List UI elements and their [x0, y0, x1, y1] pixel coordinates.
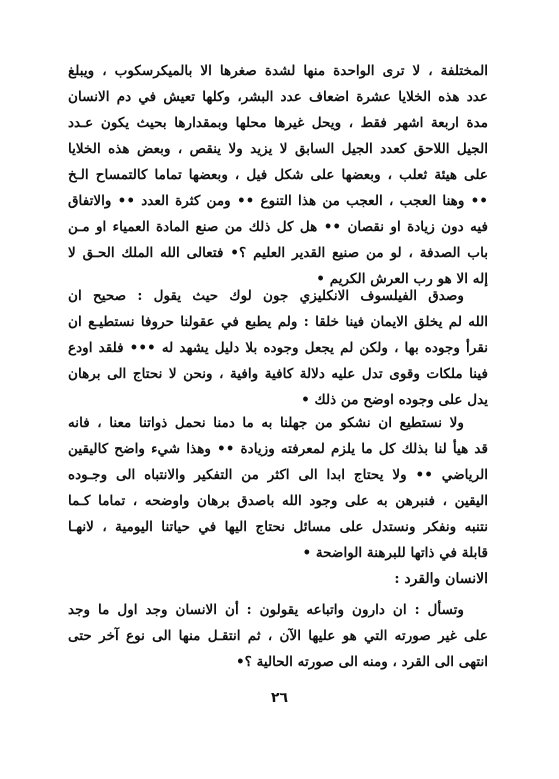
text-line: وصدق الفيلسوف الانكليزي جون لوك حيث يقول : صحيح ان: [68, 288, 464, 304]
paragraph-john-locke-quote: [68, 283, 488, 413]
text-line: على غير صورته التي هو عليها الآن ، ثم انتقـل منها الى نوع آخر حتى: [68, 628, 488, 644]
heading-text: الانسان والقرد :: [394, 571, 488, 587]
text-line: •• وهنا العجب ، العجب من هذا التنوع •• ومن كثرة العدد •• والاتفاق: [68, 193, 488, 209]
text-line: ولا نستطيع ان نشكو من جهلنا به ما دمنا نحمل ذواتنا معنا ، فانه: [68, 415, 464, 431]
page-number: ٢٦: [270, 690, 289, 706]
text-line: نتنبه ونفكر ونستدل على مسائل نحتاج اليها في حياتنا اليومية ، لانهـا: [68, 519, 488, 535]
paragraph-self-knowledge: [68, 410, 488, 566]
text-line: المختلفة ، لا ترى الواحدة منها لشدة صغرها الا بالميكرسكوب ، ويبلغ: [68, 63, 488, 79]
text-line: اليقين ، فنبرهن به على وجود الله باصدق برهان واوضحه ، تماما كـما: [68, 493, 488, 509]
text-line: فينا ملكات وقوى تدل عليه دلالة كافية وافية ، ونحن لا نحتاج الى برهان: [68, 366, 488, 382]
section-heading: [68, 566, 488, 592]
text-line: فيه دون زيادة او نقصان •• هل كل ذلك من صنع المادة العمياء او مـن: [68, 219, 488, 235]
text-line: مدة اربعة اشهر فقط ، ويحل غيرها محلها وبمقدارها بحيث يكون عـدد: [68, 115, 488, 131]
text-line: على هيئة ثعلب ، وبعضها على شكل فيل ، وبعضها تماما كالتمساح الـخ: [68, 167, 488, 183]
text-line: الجيل اللاحق كعدد الجيل السابق لا يزيد ولا ينقص ، وبعض هذه الخلايا: [68, 141, 488, 157]
text-line: الرياضي •• ولا يحتاج ابدا الى اكثر من التفكير والانتباه الى وجـوده: [68, 467, 488, 483]
text-line: باب الصدفة ، لو من صنيع القدير العليم ؟• فتعالى الله الملك الحـق لا: [68, 245, 488, 261]
text-line: انتهى الى القرد ، ومنه الى صورته الحالية ؟•: [235, 654, 488, 670]
text-line: الله لم يخلق الايمان فينا خلقا : ولم يطبع في عقولنا حروفا نستطيـع ان: [68, 314, 488, 330]
text-line: قابلة في ذاتها للبرهنة الواضحة •: [302, 545, 488, 561]
text-line: نقرأ وجوده بها ، ولكن لم يجعل وجوده بلا دليل يشهد له ••• فلقد اودع: [68, 340, 488, 356]
text-line: إله الا هو رب العرش الكريم •: [316, 271, 488, 287]
text-line: عدد هذه الخلايا عشرة اضعاف عدد البشر، وكلها تعيش في دم الانسان: [68, 89, 488, 105]
text-line: قد هيأ لنا بذلك كل ما يلزم لمعرفته وزيادة •• وهذا شيء واضح كاليقين: [68, 441, 488, 457]
text-line: وتسأل : ان دارون واتباعه يقولون : أن الانسان وجد اول ما وجد: [68, 602, 464, 618]
paragraph-cells-diversity: [68, 58, 488, 292]
text-line: يدل على وجوده اوضح من ذلك •: [301, 392, 488, 408]
paragraph-darwin-question: [68, 597, 488, 675]
